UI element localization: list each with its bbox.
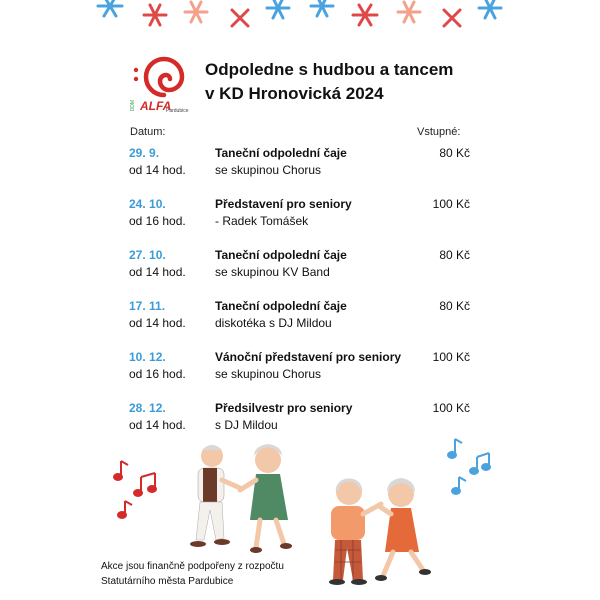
event-subtitle: s DJ Mildou <box>215 418 278 432</box>
event-row <box>0 197 600 237</box>
event-title: Představení pro seniory <box>215 197 352 211</box>
funding-note <box>101 559 284 589</box>
event-price: 100 Kč <box>432 350 470 364</box>
event-time: od 14 hod. <box>129 163 186 177</box>
event-date: 27. 10. <box>129 248 166 262</box>
event-subtitle: se skupinou Chorus <box>215 163 322 177</box>
event-date: 29. 9. <box>129 146 160 160</box>
event-subtitle: se skupinou Chorus <box>215 367 322 381</box>
event-title: Předsilvestr pro seniory <box>215 401 353 415</box>
music-notes-icon <box>440 435 500 505</box>
event-date: 17. 11. <box>129 299 166 313</box>
event-row <box>0 146 600 186</box>
event-price: 80 Kč <box>439 248 470 262</box>
funding-note-line-1: Akce jsou finančně podpořeny z rozpočtu <box>101 561 284 572</box>
title-line-2: v KD Hronovická 2024 <box>205 84 384 103</box>
alfa-logo <box>128 55 192 117</box>
event-date: 10. 12. <box>129 350 166 364</box>
date-column-header: Datum: <box>130 126 166 138</box>
event-title: Taneční odpolední čaje <box>215 299 347 313</box>
event-row <box>0 350 600 390</box>
dancing-couple-illustration <box>315 470 435 590</box>
event-time: od 14 hod. <box>129 265 186 279</box>
event-subtitle: - Radek Tomášek <box>215 214 309 228</box>
logo-ddm-label: DDM <box>130 100 136 112</box>
snowflake-decoration-banner <box>0 0 600 40</box>
dancing-couple-illustration <box>178 440 308 560</box>
event-price: 80 Kč <box>439 299 470 313</box>
event-row <box>0 401 600 441</box>
event-title: Vánoční představení pro seniory <box>215 350 402 364</box>
logo-brand-text: ALFA <box>140 99 172 113</box>
price-column-header: Vstupné: <box>417 126 461 138</box>
title-line-1: Odpoledne s hudbou a tancem <box>205 60 454 79</box>
spiral-logo-icon <box>128 55 192 101</box>
event-row <box>0 299 600 339</box>
event-row <box>0 248 600 288</box>
event-time: od 14 hod. <box>129 418 186 432</box>
event-price: 100 Kč <box>432 401 470 415</box>
event-subtitle: se skupinou KV Band <box>215 265 330 279</box>
event-subtitle: diskotéka s DJ Mildou <box>215 316 332 330</box>
music-notes-icon <box>110 455 170 525</box>
event-title: Taneční odpolední čaje <box>215 248 347 262</box>
event-time: od 14 hod. <box>129 316 186 330</box>
page-title <box>205 58 453 106</box>
logo-city-text: Pardubice <box>166 108 189 114</box>
event-price: 100 Kč <box>432 197 470 211</box>
event-date: 28. 12. <box>129 401 166 415</box>
event-title: Taneční odpolední čaje <box>215 146 347 160</box>
event-time: od 16 hod. <box>129 367 186 381</box>
event-price: 80 Kč <box>439 146 470 160</box>
event-time: od 16 hod. <box>129 214 186 228</box>
funding-note-line-2: Statutárního města Pardubice <box>101 576 234 587</box>
event-date: 24. 10. <box>129 197 166 211</box>
